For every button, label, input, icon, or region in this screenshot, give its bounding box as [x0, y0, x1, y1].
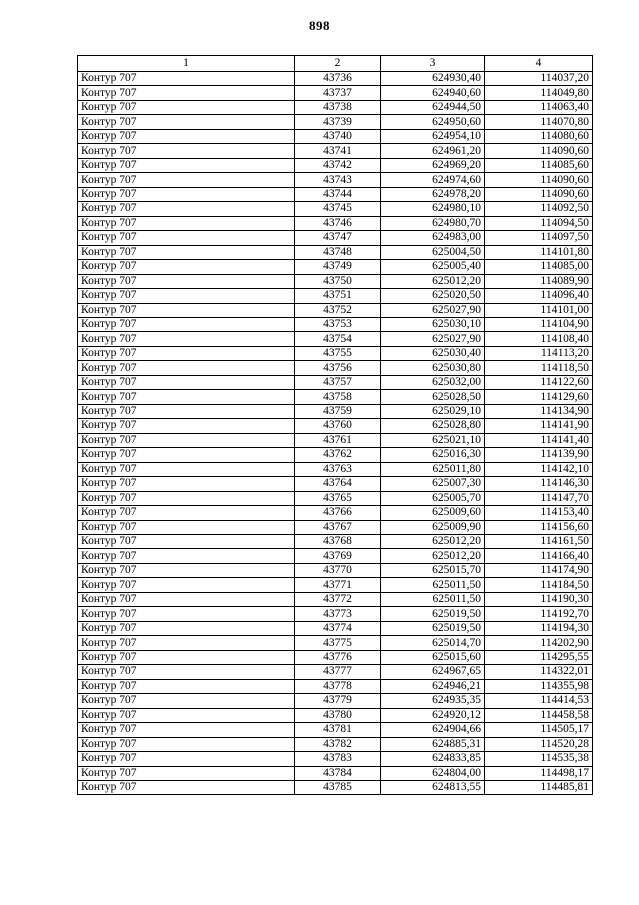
- point-number-cell: 43749: [295, 260, 381, 274]
- point-number-cell: 43772: [295, 592, 381, 606]
- x-coordinate-cell: 625016,30: [381, 448, 485, 462]
- x-coordinate-cell: 625005,40: [381, 260, 485, 274]
- y-coordinate-cell: 114080,60: [485, 129, 593, 143]
- column-header-2: 2: [295, 56, 381, 72]
- point-number-cell: 43769: [295, 549, 381, 563]
- table-row: [78, 158, 593, 172]
- point-number-cell: 43737: [295, 86, 381, 100]
- x-coordinate-cell: 624833,85: [381, 752, 485, 766]
- point-number-cell: 43780: [295, 708, 381, 722]
- x-coordinate-cell: 625012,20: [381, 274, 485, 288]
- point-number-cell: 43762: [295, 448, 381, 462]
- contour-name-cell: Контур 707: [78, 115, 295, 129]
- y-coordinate-cell: 114122,60: [485, 375, 593, 389]
- table-row: [78, 694, 593, 708]
- x-coordinate-cell: 625030,80: [381, 361, 485, 375]
- table-row: [78, 375, 593, 389]
- table-row: [78, 592, 593, 606]
- point-number-cell: 43750: [295, 274, 381, 288]
- contour-name-cell: Контур 707: [78, 129, 295, 143]
- point-number-cell: 43742: [295, 158, 381, 172]
- contour-name-cell: Контур 707: [78, 86, 295, 100]
- contour-name-cell: Контур 707: [78, 72, 295, 86]
- x-coordinate-cell: 625012,20: [381, 535, 485, 549]
- table-row: [78, 72, 593, 86]
- contour-name-cell: Контур 707: [78, 650, 295, 664]
- x-coordinate-cell: 624813,55: [381, 780, 485, 794]
- y-coordinate-cell: 114414,53: [485, 694, 593, 708]
- contour-name-cell: Контур 707: [78, 766, 295, 780]
- table-row: [78, 448, 593, 462]
- table-row: [78, 100, 593, 114]
- y-coordinate-cell: 114070,80: [485, 115, 593, 129]
- x-coordinate-cell: 624983,00: [381, 231, 485, 245]
- x-coordinate-cell: 625030,10: [381, 317, 485, 331]
- point-number-cell: 43753: [295, 317, 381, 331]
- y-coordinate-cell: 114156,60: [485, 520, 593, 534]
- table-row: [78, 115, 593, 129]
- contour-name-cell: Контур 707: [78, 144, 295, 158]
- x-coordinate-cell: 624804,00: [381, 766, 485, 780]
- point-number-cell: 43781: [295, 723, 381, 737]
- y-coordinate-cell: 114184,50: [485, 578, 593, 592]
- table-row: [78, 202, 593, 216]
- table-row: [78, 332, 593, 346]
- point-number-cell: 43754: [295, 332, 381, 346]
- y-coordinate-cell: 114096,40: [485, 289, 593, 303]
- table-row: [78, 419, 593, 433]
- point-number-cell: 43775: [295, 636, 381, 650]
- contour-name-cell: Контур 707: [78, 723, 295, 737]
- table-header: [78, 56, 593, 72]
- x-coordinate-cell: 624920,12: [381, 708, 485, 722]
- contour-name-cell: Контур 707: [78, 448, 295, 462]
- y-coordinate-cell: 114505,17: [485, 723, 593, 737]
- contour-name-cell: Контур 707: [78, 260, 295, 274]
- contour-name-cell: Контур 707: [78, 173, 295, 187]
- table-row: [78, 187, 593, 201]
- table-body: [78, 72, 593, 795]
- contour-name-cell: Контур 707: [78, 419, 295, 433]
- table-row: [78, 303, 593, 317]
- x-coordinate-cell: 624980,70: [381, 216, 485, 230]
- y-coordinate-cell: 114141,90: [485, 419, 593, 433]
- x-coordinate-cell: 624944,50: [381, 100, 485, 114]
- table-row: [78, 766, 593, 780]
- y-coordinate-cell: 114113,20: [485, 346, 593, 360]
- x-coordinate-cell: 625011,80: [381, 462, 485, 476]
- point-number-cell: 43783: [295, 752, 381, 766]
- y-coordinate-cell: 114090,60: [485, 144, 593, 158]
- table-row: [78, 708, 593, 722]
- point-number-cell: 43764: [295, 477, 381, 491]
- y-coordinate-cell: 114129,60: [485, 390, 593, 404]
- point-number-cell: 43743: [295, 173, 381, 187]
- y-coordinate-cell: 114520,28: [485, 737, 593, 751]
- point-number-cell: 43748: [295, 245, 381, 259]
- point-number-cell: 43774: [295, 621, 381, 635]
- contour-name-cell: Контур 707: [78, 404, 295, 418]
- x-coordinate-cell: 625011,50: [381, 592, 485, 606]
- point-number-cell: 43738: [295, 100, 381, 114]
- contour-name-cell: Контур 707: [78, 491, 295, 505]
- contour-name-cell: Контур 707: [78, 752, 295, 766]
- point-number-cell: 43756: [295, 361, 381, 375]
- contour-name-cell: Контур 707: [78, 607, 295, 621]
- y-coordinate-cell: 114192,70: [485, 607, 593, 621]
- contour-name-cell: Контур 707: [78, 506, 295, 520]
- table-row: [78, 404, 593, 418]
- y-coordinate-cell: 114094,50: [485, 216, 593, 230]
- y-coordinate-cell: 114139,90: [485, 448, 593, 462]
- x-coordinate-cell: 625007,30: [381, 477, 485, 491]
- point-number-cell: 43785: [295, 780, 381, 794]
- contour-name-cell: Контур 707: [78, 289, 295, 303]
- table-row: [78, 650, 593, 664]
- point-number-cell: 43760: [295, 419, 381, 433]
- y-coordinate-cell: 114322,01: [485, 665, 593, 679]
- x-coordinate-cell: 624961,20: [381, 144, 485, 158]
- y-coordinate-cell: 114174,90: [485, 563, 593, 577]
- column-header-1: 1: [78, 56, 295, 72]
- x-coordinate-cell: 625015,60: [381, 650, 485, 664]
- y-coordinate-cell: 114097,50: [485, 231, 593, 245]
- column-header-3: 3: [381, 56, 485, 72]
- x-coordinate-cell: 625029,10: [381, 404, 485, 418]
- point-number-cell: 43778: [295, 679, 381, 693]
- y-coordinate-cell: 114153,40: [485, 506, 593, 520]
- y-coordinate-cell: 114295,55: [485, 650, 593, 664]
- contour-name-cell: Контур 707: [78, 361, 295, 375]
- x-coordinate-cell: 625011,50: [381, 578, 485, 592]
- point-number-cell: 43784: [295, 766, 381, 780]
- point-number-cell: 43768: [295, 535, 381, 549]
- y-coordinate-cell: 114063,40: [485, 100, 593, 114]
- table-row: [78, 231, 593, 245]
- contour-name-cell: Контур 707: [78, 202, 295, 216]
- y-coordinate-cell: 114118,50: [485, 361, 593, 375]
- point-number-cell: 43747: [295, 231, 381, 245]
- y-coordinate-cell: 114142,10: [485, 462, 593, 476]
- point-number-cell: 43770: [295, 563, 381, 577]
- contour-name-cell: Контур 707: [78, 303, 295, 317]
- table-row: [78, 245, 593, 259]
- y-coordinate-cell: 114104,90: [485, 317, 593, 331]
- y-coordinate-cell: 114147,70: [485, 491, 593, 505]
- table-row: [78, 289, 593, 303]
- table-row: [78, 86, 593, 100]
- point-number-cell: 43766: [295, 506, 381, 520]
- x-coordinate-cell: 625019,50: [381, 621, 485, 635]
- point-number-cell: 43755: [295, 346, 381, 360]
- table-row: [78, 361, 593, 375]
- point-number-cell: 43763: [295, 462, 381, 476]
- x-coordinate-cell: 625019,50: [381, 607, 485, 621]
- contour-name-cell: Контур 707: [78, 274, 295, 288]
- table-row: [78, 752, 593, 766]
- contour-name-cell: Контур 707: [78, 375, 295, 389]
- point-number-cell: 43736: [295, 72, 381, 86]
- point-number-cell: 43765: [295, 491, 381, 505]
- x-coordinate-cell: 624940,60: [381, 86, 485, 100]
- x-coordinate-cell: 625020,50: [381, 289, 485, 303]
- x-coordinate-cell: 625028,50: [381, 390, 485, 404]
- point-number-cell: 43739: [295, 115, 381, 129]
- y-coordinate-cell: 114134,90: [485, 404, 593, 418]
- table-row: [78, 346, 593, 360]
- contour-name-cell: Контур 707: [78, 780, 295, 794]
- point-number-cell: 43771: [295, 578, 381, 592]
- x-coordinate-cell: 625021,10: [381, 433, 485, 447]
- y-coordinate-cell: 114049,80: [485, 86, 593, 100]
- y-coordinate-cell: 114146,30: [485, 477, 593, 491]
- table-row: [78, 621, 593, 635]
- y-coordinate-cell: 114485,81: [485, 780, 593, 794]
- x-coordinate-cell: 625015,70: [381, 563, 485, 577]
- y-coordinate-cell: 114190,30: [485, 592, 593, 606]
- table-row: [78, 737, 593, 751]
- contour-name-cell: Контур 707: [78, 636, 295, 650]
- contour-name-cell: Контур 707: [78, 694, 295, 708]
- contour-name-cell: Контур 707: [78, 477, 295, 491]
- x-coordinate-cell: 624967,65: [381, 665, 485, 679]
- table-row: [78, 607, 593, 621]
- point-number-cell: 43752: [295, 303, 381, 317]
- point-number-cell: 43777: [295, 665, 381, 679]
- table-row: [78, 491, 593, 505]
- y-coordinate-cell: 114090,60: [485, 187, 593, 201]
- point-number-cell: 43767: [295, 520, 381, 534]
- y-coordinate-cell: 114202,90: [485, 636, 593, 650]
- y-coordinate-cell: 114108,40: [485, 332, 593, 346]
- y-coordinate-cell: 114089,90: [485, 274, 593, 288]
- contour-name-cell: Контур 707: [78, 520, 295, 534]
- point-number-cell: 43761: [295, 433, 381, 447]
- table-row: [78, 129, 593, 143]
- contour-name-cell: Контур 707: [78, 621, 295, 635]
- table-row: [78, 506, 593, 520]
- y-coordinate-cell: 114194,30: [485, 621, 593, 635]
- x-coordinate-cell: 624885,31: [381, 737, 485, 751]
- contour-name-cell: Контур 707: [78, 535, 295, 549]
- point-number-cell: 43758: [295, 390, 381, 404]
- x-coordinate-cell: 624950,60: [381, 115, 485, 129]
- contour-name-cell: Контур 707: [78, 158, 295, 172]
- table-row: [78, 679, 593, 693]
- contour-name-cell: Контур 707: [78, 737, 295, 751]
- table-row: [78, 723, 593, 737]
- x-coordinate-cell: 624969,20: [381, 158, 485, 172]
- x-coordinate-cell: 625012,20: [381, 549, 485, 563]
- table-row: [78, 433, 593, 447]
- contour-name-cell: Контур 707: [78, 231, 295, 245]
- point-number-cell: 43757: [295, 375, 381, 389]
- table-row: [78, 260, 593, 274]
- table-row: [78, 317, 593, 331]
- contour-name-cell: Контур 707: [78, 332, 295, 346]
- contour-name-cell: Контур 707: [78, 390, 295, 404]
- x-coordinate-cell: 624974,60: [381, 173, 485, 187]
- y-coordinate-cell: 114458,58: [485, 708, 593, 722]
- y-coordinate-cell: 114161,50: [485, 535, 593, 549]
- x-coordinate-cell: 625027,90: [381, 303, 485, 317]
- table-row: [78, 563, 593, 577]
- y-coordinate-cell: 114535,38: [485, 752, 593, 766]
- y-coordinate-cell: 114085,60: [485, 158, 593, 172]
- contour-name-cell: Контур 707: [78, 679, 295, 693]
- contour-name-cell: Контур 707: [78, 549, 295, 563]
- y-coordinate-cell: 114092,50: [485, 202, 593, 216]
- y-coordinate-cell: 114101,80: [485, 245, 593, 259]
- y-coordinate-cell: 114355,98: [485, 679, 593, 693]
- table-row: [78, 173, 593, 187]
- y-coordinate-cell: 114498,17: [485, 766, 593, 780]
- x-coordinate-cell: 625032,00: [381, 375, 485, 389]
- contour-name-cell: Контур 707: [78, 578, 295, 592]
- point-number-cell: 43776: [295, 650, 381, 664]
- y-coordinate-cell: 114141,40: [485, 433, 593, 447]
- y-coordinate-cell: 114090,60: [485, 173, 593, 187]
- point-number-cell: 43751: [295, 289, 381, 303]
- table-row: [78, 520, 593, 534]
- y-coordinate-cell: 114037,20: [485, 72, 593, 86]
- y-coordinate-cell: 114166,40: [485, 549, 593, 563]
- x-coordinate-cell: 624978,20: [381, 187, 485, 201]
- contour-name-cell: Контур 707: [78, 187, 295, 201]
- table-row: [78, 578, 593, 592]
- x-coordinate-cell: 625030,40: [381, 346, 485, 360]
- x-coordinate-cell: 625004,50: [381, 245, 485, 259]
- point-number-cell: 43746: [295, 216, 381, 230]
- contour-name-cell: Контур 707: [78, 100, 295, 114]
- column-header-4: 4: [485, 56, 593, 72]
- point-number-cell: 43740: [295, 129, 381, 143]
- x-coordinate-cell: 624930,40: [381, 72, 485, 86]
- x-coordinate-cell: 624946,21: [381, 679, 485, 693]
- contour-name-cell: Контур 707: [78, 346, 295, 360]
- contour-name-cell: Контур 707: [78, 317, 295, 331]
- x-coordinate-cell: 625009,90: [381, 520, 485, 534]
- point-number-cell: 43741: [295, 144, 381, 158]
- table-row: [78, 216, 593, 230]
- page-number: 898: [309, 18, 330, 33]
- x-coordinate-cell: 625005,70: [381, 491, 485, 505]
- contour-name-cell: Контур 707: [78, 433, 295, 447]
- point-number-cell: 43782: [295, 737, 381, 751]
- point-number-cell: 43773: [295, 607, 381, 621]
- contour-name-cell: Контур 707: [78, 563, 295, 577]
- contour-name-cell: Контур 707: [78, 708, 295, 722]
- point-number-cell: 43759: [295, 404, 381, 418]
- contour-name-cell: Контур 707: [78, 592, 295, 606]
- table-row: [78, 477, 593, 491]
- y-coordinate-cell: 114101,00: [485, 303, 593, 317]
- table-row: [78, 780, 593, 794]
- table-row: [78, 665, 593, 679]
- y-coordinate-cell: 114085,00: [485, 260, 593, 274]
- x-coordinate-cell: 625027,90: [381, 332, 485, 346]
- table-row: [78, 390, 593, 404]
- table-row: [78, 535, 593, 549]
- point-number-cell: 43779: [295, 694, 381, 708]
- contour-name-cell: Контур 707: [78, 462, 295, 476]
- x-coordinate-cell: 624904,66: [381, 723, 485, 737]
- x-coordinate-cell: 625014,70: [381, 636, 485, 650]
- table-row: [78, 636, 593, 650]
- coordinates-table: [77, 55, 593, 795]
- header-row: [78, 56, 593, 72]
- x-coordinate-cell: 624954,10: [381, 129, 485, 143]
- x-coordinate-cell: 624935,35: [381, 694, 485, 708]
- contour-name-cell: Контур 707: [78, 665, 295, 679]
- table-row: [78, 549, 593, 563]
- x-coordinate-cell: 624980,10: [381, 202, 485, 216]
- contour-name-cell: Контур 707: [78, 216, 295, 230]
- x-coordinate-cell: 625028,80: [381, 419, 485, 433]
- x-coordinate-cell: 625009,60: [381, 506, 485, 520]
- table-row: [78, 274, 593, 288]
- point-number-cell: 43744: [295, 187, 381, 201]
- table-row: [78, 462, 593, 476]
- table-row: [78, 144, 593, 158]
- point-number-cell: 43745: [295, 202, 381, 216]
- contour-name-cell: Контур 707: [78, 245, 295, 259]
